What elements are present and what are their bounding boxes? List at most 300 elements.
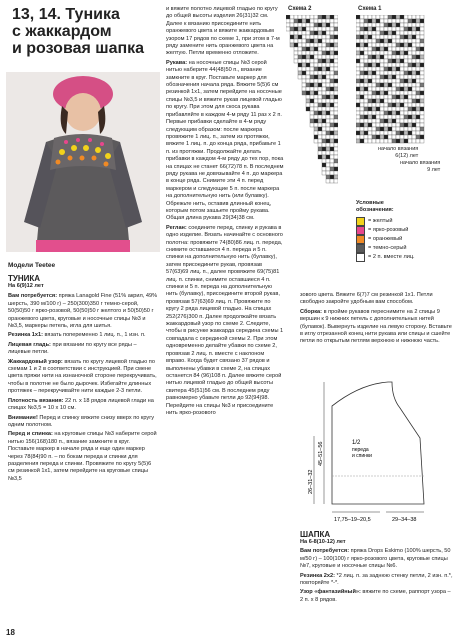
chart-cell [356, 27, 360, 31]
chart-cell [408, 67, 412, 71]
chart-cell [392, 107, 396, 111]
chart-cell [408, 19, 412, 23]
chart-cell [360, 35, 364, 39]
chart-cell [384, 131, 388, 135]
chart-cell [408, 51, 412, 55]
chart-cell [318, 39, 322, 43]
chart-cell [310, 123, 314, 127]
chart-cell [380, 27, 384, 31]
chart-cell [318, 63, 322, 67]
chart-cell [310, 31, 314, 35]
chart-cell [356, 59, 360, 63]
chart-cell [416, 91, 420, 95]
chart-cell [330, 123, 334, 127]
chart-cell [322, 95, 326, 99]
chart-cell [392, 135, 396, 139]
chart-cell [364, 103, 368, 107]
chart-cell [380, 131, 384, 135]
chart-cell [408, 87, 412, 91]
chart-cell [302, 39, 306, 43]
chart-cell [334, 15, 338, 19]
chart-cell [372, 47, 376, 51]
chart-cell [298, 63, 302, 67]
chart-cell [302, 83, 306, 87]
chart-cell [314, 47, 318, 51]
chart-cell [322, 91, 326, 95]
chart-cell [412, 91, 416, 95]
chart-cell [420, 23, 424, 27]
chart-cell [376, 71, 380, 75]
chart-cell [360, 19, 364, 23]
chart-cell [334, 167, 338, 171]
paragraph-text: вязать попеременно 1 лиц. п., 1 изн. п. [42, 332, 146, 339]
chart-cell [360, 31, 364, 35]
chart-cell [326, 159, 330, 163]
legend-swatch [356, 226, 365, 235]
chart-cell [368, 107, 372, 111]
chart-cell [318, 147, 322, 151]
chart-cell [302, 71, 306, 75]
chart-cell [360, 107, 364, 111]
chart-cell [306, 23, 310, 27]
chart-cell [326, 131, 330, 135]
chart-cell [364, 111, 368, 115]
chart-cell [318, 59, 322, 63]
chart-cell [364, 23, 368, 27]
chart-cell [364, 139, 368, 143]
chart-cell [322, 31, 326, 35]
chart-cell [302, 47, 306, 51]
legend-title-line-1: Условные [356, 200, 384, 206]
chart-cell [408, 115, 412, 119]
chart-cell [392, 47, 396, 51]
chart-cell [318, 107, 322, 111]
chart-cell [408, 39, 412, 43]
chart-cell [392, 87, 396, 91]
chart-cell [298, 59, 302, 63]
paragraph [300, 573, 454, 588]
chart-cell [416, 35, 420, 39]
chart-cell [396, 103, 400, 107]
chart-cell [334, 155, 338, 159]
chart-cell [360, 127, 364, 131]
chart-cell [416, 79, 420, 83]
chart-cell [356, 63, 360, 67]
chart-cell [388, 19, 392, 23]
chart-cell [294, 59, 298, 63]
chart-cell [322, 167, 326, 171]
paragraph-text: на носочные спицы №3 серой нитью наберите 44(48)50 п., вязание замкните в круг. Поставьте маркер для обозначения начала ряда. Вяжите 5(5)6 см резинкой 1х1, затем перейдите на носочные спицы №3,5 и вяжите рукав лицевой гладью по кругу. При этом для скоса рукава прибавляйте в каждом 4-м ряду 11 раз x 2 п. Первые прибавки сделайте в 4-м ряду следующим образом: после маркера провяжите 1 лиц. п., затем из протяжки, вяжите 1 лиц. п. до конца ряда, прибавьте 1 п. из протяжки. Продолжайте делать прибавки в каждом 4-м ряду до тех пор, пока на спицах не станет 66(72)78 п. В последнем ряду рукава не довязывайте 4 п. до маркера в конце ряда. Снимите эти 4 п. перед маркером и следующие 5 п. после маркера на дополнительную нить (или булавку). Обрежьте нить, оставив длинный конец, которым потом зашьете пройму рукава. Общая длина рукава 29(34)38 см. [166, 59, 284, 222]
chart-cell [326, 75, 330, 79]
chart-cell [360, 43, 364, 47]
chart-cell [416, 87, 420, 91]
chart-cell [380, 71, 384, 75]
chart-cell [310, 39, 314, 43]
chart-cell [322, 123, 326, 127]
chart-cell [310, 19, 314, 23]
paragraph-lead: Внимание! [8, 414, 38, 421]
chart-cell [334, 23, 338, 27]
chart-cell [330, 19, 334, 23]
chart-cell [310, 91, 314, 95]
chart-cell [330, 175, 334, 179]
chart-cell [364, 63, 368, 67]
chart-cell [420, 51, 424, 55]
chart-cell [384, 115, 388, 119]
chart-cell [326, 51, 330, 55]
chart-cell [420, 111, 424, 115]
chart-cell [326, 147, 330, 151]
chart-cell [310, 71, 314, 75]
chart-cell [314, 59, 318, 63]
chart-cell [356, 127, 360, 131]
chart-cell [392, 119, 396, 123]
chart-cell [388, 79, 392, 83]
chart-cell [372, 67, 376, 71]
chart-cell [412, 31, 416, 35]
chart-cell [388, 107, 392, 111]
chart-cell [330, 163, 334, 167]
chart-cell [310, 87, 314, 91]
chart-cell [388, 119, 392, 123]
chart-cell [408, 75, 412, 79]
chart-cell [356, 135, 360, 139]
chart-cell [388, 15, 392, 19]
chart-cell [376, 83, 380, 87]
chart-cell [372, 139, 376, 143]
chart-cell [322, 83, 326, 87]
paragraph-text: пряжа Lanagold Fine (51% акрил, 49% шерсть, 390 м/100 г) – 250(300)350 г темно-серой, 50(50)50 г ярко-розовой, 50(50)50 г желтого и 50(50)50 г оранжевого цвета, круговые и носочные спицы №3 и №3,5, маркеры петель, игла для шитья. [8, 293, 158, 330]
schematic-half-label-2: переда [352, 447, 369, 453]
chart-cell [326, 115, 330, 119]
chart-cell [404, 139, 408, 143]
chart-cell [322, 107, 326, 111]
note-age-1: 6(12) лет [395, 153, 419, 159]
chart-cell [396, 99, 400, 103]
chart-cell [330, 127, 334, 131]
paragraph [8, 332, 158, 339]
chart-cell [330, 31, 334, 35]
chart-cell [396, 75, 400, 79]
paragraph-text: *2 лиц. п. за заднюю стенку петли, 2 изн. п.*, повторяйте *-*. [300, 572, 453, 587]
chart-cell [330, 23, 334, 27]
title-line-1: 13, 14. Туника [12, 6, 120, 23]
chart-cell [404, 15, 408, 19]
chart-cell [416, 39, 420, 43]
chart-cell [408, 31, 412, 35]
chart-cell [384, 91, 388, 95]
chart-cell [306, 35, 310, 39]
chart-cell [380, 95, 384, 99]
chart-cell [356, 119, 360, 123]
chart-cell [368, 127, 372, 131]
chart-cell [310, 119, 314, 123]
chart-cell [380, 135, 384, 139]
chart-cell [318, 31, 322, 35]
chart-cell [376, 119, 380, 123]
chart-cell [322, 51, 326, 55]
chart-cell [294, 15, 298, 19]
chart-cell [400, 27, 404, 31]
paragraph-text: соедините перед, спинку и рукава в одно изделие. Вязать начинайте с основного полотна: провяжите 74(80)86 лиц. п. переда, снимите оставшиеся 4 п. переда и 5 п. спинки на дополнительную нить (булавку), затем присоедините рукав, провязав 57(63)69 лиц. п., далее провяжите 69(75)81 лиц. п. спинки, снимите оставшиеся 4 п. спинки и 5 п. переда на дополнительную нить (булавку), присоедините второй рукав, провязав 57(63)69 лиц. п. Провяжите по кругу 2 ряда лицевой гладью. На спицах 252(276)300 п. Далее продолжайте вязать жаккардовый узор по схеме 2. Следите, чтобы в рисунке жаккарда середина схемы 1 совпадала с серединой схемы 2. При этом одновременно делайте убавки по схеме 2, провязав 2 лиц. п. вместе с наклоном вправо. Когда будет связано 37 рядов и выполнены убавки в схеме 2, на спицах останется 84 (96)108 п. Далее вяжите серой нитью лицевой гладью до общей высоты свитера 45(51)56 см. В последнем ряду равномерно убавьте петли до 92(94)98. Перейдите на спицы №3 и присоедините нить ярко-розового [166, 224, 284, 416]
chart-cell [360, 95, 364, 99]
chart-cell [364, 91, 368, 95]
chart-cell [400, 139, 404, 143]
chart-cell [306, 19, 310, 23]
chart-cell [306, 39, 310, 43]
hat-sizes: На 6-8(10-12) лет [300, 539, 346, 545]
chart-cell [372, 15, 376, 19]
chart-cell [294, 55, 298, 59]
chart-cell [384, 83, 388, 87]
chart-cell [372, 71, 376, 75]
chart-cell [392, 95, 396, 99]
chart-cell [356, 99, 360, 103]
chart-cell [310, 35, 314, 39]
chart-cell [400, 39, 404, 43]
note-start-2: начало вязания [400, 160, 441, 166]
chart-cell [322, 43, 326, 47]
chart-cell [384, 31, 388, 35]
chart-cell [360, 91, 364, 95]
chart-cell [412, 139, 416, 143]
chart-cell [356, 103, 360, 107]
chart-cell [330, 15, 334, 19]
chart-cell [294, 47, 298, 51]
chart-cell [356, 131, 360, 135]
chart-cell [360, 83, 364, 87]
chart-cell [310, 43, 314, 47]
chart-cell [400, 47, 404, 51]
chart-cell [318, 43, 322, 47]
chart-cell [310, 75, 314, 79]
chart-cell [306, 103, 310, 107]
chart-cell [368, 51, 372, 55]
chart-cell [314, 79, 318, 83]
chart-cell [326, 39, 330, 43]
chart-cell [376, 51, 380, 55]
chart-cell [334, 55, 338, 59]
chart-cell [298, 19, 302, 23]
chart-cell [420, 123, 424, 127]
chart-cell [334, 103, 338, 107]
chart-cell [400, 43, 404, 47]
chart-cell [368, 139, 372, 143]
chart-cell [330, 91, 334, 95]
chart-cell [314, 103, 318, 107]
chart-cell [318, 95, 322, 99]
chart-cell [372, 99, 376, 103]
chart-cell [420, 115, 424, 119]
chart-cell [322, 159, 326, 163]
chart-cell [380, 51, 384, 55]
chart-cell [368, 31, 372, 35]
chart-cell [404, 99, 408, 103]
chart-cell [318, 143, 322, 147]
chart-cell [298, 67, 302, 71]
chart-cell [286, 27, 290, 31]
chart-cell [326, 171, 330, 175]
chart-cell [384, 51, 388, 55]
chart-cell [400, 99, 404, 103]
legend-label: = ярко-розовый [368, 227, 409, 233]
chart-cell [392, 23, 396, 27]
chart-cell [356, 67, 360, 71]
chart-cell [392, 67, 396, 71]
chart-cell [310, 107, 314, 111]
legend [356, 200, 452, 262]
chart-cell [408, 91, 412, 95]
chart-cell [318, 83, 322, 87]
chart-cell [306, 51, 310, 55]
chart-cell [372, 27, 376, 31]
chart-cell [412, 51, 416, 55]
paragraph-lead: Жаккардовый узор: [8, 358, 63, 365]
legend-title-line-2: обозначения: [356, 207, 394, 213]
chart-cell [314, 139, 318, 143]
hat-heading: ШАПКА [300, 530, 331, 539]
chart-cell [404, 87, 408, 91]
chart-cell [384, 79, 388, 83]
chart-cell [392, 123, 396, 127]
chart-cell [334, 107, 338, 111]
schema1-chart [356, 15, 426, 145]
chart-cell [356, 79, 360, 83]
chart-cell [310, 99, 314, 103]
chart-cell [318, 135, 322, 139]
chart-cell [294, 35, 298, 39]
paragraph-text: при вязании по кругу все ряды – лицевые петли. [8, 341, 137, 356]
chart-cell [314, 123, 318, 127]
chart-cell [326, 87, 330, 91]
chart-cell [416, 135, 420, 139]
note-age-2: 9 лет [427, 167, 441, 173]
chart-cell [392, 55, 396, 59]
chart-cell [326, 47, 330, 51]
chart-cell [302, 27, 306, 31]
paragraph [8, 293, 158, 330]
chart-cell [396, 123, 400, 127]
chart-cell [372, 63, 376, 67]
chart-cell [330, 155, 334, 159]
chart-cell [360, 55, 364, 59]
chart-cell [368, 15, 372, 19]
chart-cell [372, 19, 376, 23]
chart-cell [368, 55, 372, 59]
chart-cell [314, 119, 318, 123]
chart-cell [314, 127, 318, 131]
chart-cell [306, 83, 310, 87]
chart-cell [364, 27, 368, 31]
chart-cell [310, 103, 314, 107]
chart-cell [318, 155, 322, 159]
chart-cell [400, 19, 404, 23]
chart-cell [380, 35, 384, 39]
chart-cell [326, 139, 330, 143]
tunic-heading: ТУНИКА [8, 274, 41, 283]
chart-cell [286, 15, 290, 19]
chart-cell [330, 111, 334, 115]
chart-cell [392, 91, 396, 95]
chart-cell [372, 91, 376, 95]
paragraph-text: вязать по кругу лицевой гладью по схемам 1 и 2 в соответствии с инструкцией. При смене цвета пряжи нити на изнаночной стороне перекручивать, чтобы в полотне не было дырочек. Избегайте длинных протяжек – перекручивайте нити каждые 2-3 петли. [8, 358, 157, 395]
chart-cell [364, 67, 368, 71]
chart-cell [392, 79, 396, 83]
paragraph-lead: Плотность вязания: [8, 397, 64, 404]
chart-cell [356, 51, 360, 55]
chart-cell [420, 103, 424, 107]
chart-cell [412, 19, 416, 23]
chart-cell [302, 15, 306, 19]
chart-cell [404, 63, 408, 67]
chart-cell [314, 115, 318, 119]
legend-items [356, 217, 452, 262]
chart-cell [306, 91, 310, 95]
chart-cell [400, 55, 404, 59]
chart-cell [306, 15, 310, 19]
chart-cell [310, 59, 314, 63]
chart-cell [416, 83, 420, 87]
chart-cell [360, 111, 364, 115]
chart-cell [388, 59, 392, 63]
chart-cell [334, 19, 338, 23]
chart-cell [330, 55, 334, 59]
chart-cell [420, 35, 424, 39]
chart-cell [420, 43, 424, 47]
chart-cell [330, 67, 334, 71]
chart-cell [388, 75, 392, 79]
chart-cell [380, 107, 384, 111]
chart-cell [356, 55, 360, 59]
chart-cell [322, 27, 326, 31]
chart-cell [408, 15, 412, 19]
chart-cell [334, 43, 338, 47]
chart-cell [420, 79, 424, 83]
chart-cell [322, 47, 326, 51]
schematic-half-label-3: и спинки [352, 453, 372, 459]
chart-cell [404, 35, 408, 39]
chart-cell [392, 115, 396, 119]
chart-cell [334, 111, 338, 115]
chart-cell [396, 139, 400, 143]
legend-swatch [356, 217, 365, 226]
chart-cell [318, 75, 322, 79]
chart-cell [356, 23, 360, 27]
chart-cell [380, 47, 384, 51]
chart-cell [318, 103, 322, 107]
chart-cell [404, 39, 408, 43]
chart-cell [298, 51, 302, 55]
chart-cell [392, 59, 396, 63]
chart-cell [360, 63, 364, 67]
chart-cell [368, 87, 372, 91]
chart-cell [412, 59, 416, 63]
chart-cell [368, 71, 372, 75]
chart-cell [322, 163, 326, 167]
chart-cell [298, 71, 302, 75]
chart-cell [322, 15, 326, 19]
chart-cell [412, 27, 416, 31]
chart-cell [364, 15, 368, 19]
chart-cell [408, 131, 412, 135]
chart-cell [306, 47, 310, 51]
chart-cell [286, 23, 290, 27]
chart-cell [412, 87, 416, 91]
chart-cell [302, 79, 306, 83]
chart-cell [400, 107, 404, 111]
chart-cell [314, 63, 318, 67]
note-start-1: начало вязания [378, 146, 419, 152]
